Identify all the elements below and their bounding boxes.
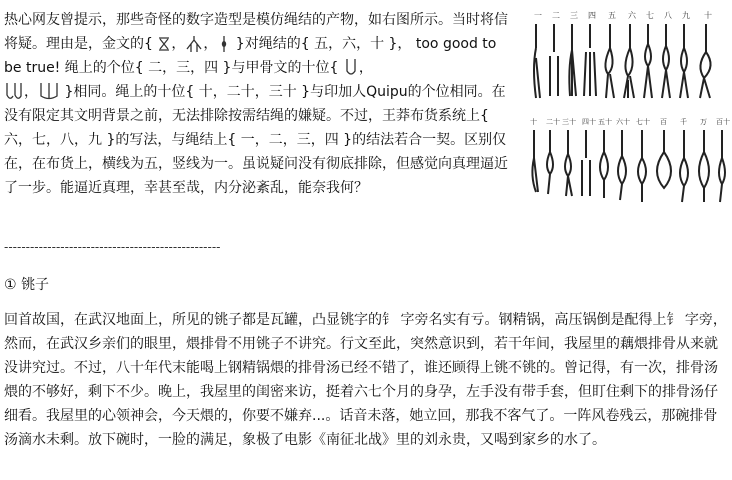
figure-row2-label: 四十 <box>582 118 596 126</box>
jinwen-six-glyph <box>185 35 203 53</box>
knot-numerals-figure <box>524 8 730 204</box>
intro-paragraph <box>4 8 518 200</box>
figure-row2-label: 千 <box>680 118 687 126</box>
figure-row1-labels <box>534 10 712 20</box>
figure-row2-label: 百十 <box>716 118 730 126</box>
oracle-twenty-glyph <box>4 82 24 102</box>
figure-row2-label: 三十 <box>562 118 576 126</box>
figure-row2-label: 六十 <box>616 118 630 126</box>
tiaozi-text: 回首故国，在武汉地面上，所见的铫子都是瓦罐，凸显铫字的钅 字旁名实有亏。钢精锅，高压锅倒是配得上钅 字旁，然而，在武汉乡亲们的眼里，煨排骨不用铫子不讲究。行文至此，突然意识到，若干年间，我屋里的藕煨排骨从来就没讲究过。不过，八十年代末能喝上钢精锅煨的排骨汤已经不错了，谁还顾得上铫不铫的。曾记得，有一次，排骨汤煨的不够好，剩下不少。晚上，我屋里的闺密来访，挺着六七个月的身孕，左手没有带手套，但盯住剩下的排骨汤仔细看。我屋里的心领神会，今天煨的，你要不嫌弃...。话音未落，她立回，那我不客气了。一阵风卷残云，那碗排骨汤滴水未剩。放下碗时，一脸的满足，象极了电影《南征北战》里的刘永贵，又喝到家乡的水了。 <box>4 312 727 448</box>
figure-row1-label: 四 <box>588 11 596 20</box>
figure-row1-knots <box>534 24 711 98</box>
sep-2: ， <box>203 36 218 52</box>
figure-row2-label: 百 <box>660 118 667 126</box>
figure-row1-label: 十 <box>704 11 712 20</box>
figure-row1-label: 五 <box>608 11 616 20</box>
figure-row2-knots <box>532 130 725 202</box>
figure-row2-labels <box>530 117 730 126</box>
sep-4: ， <box>24 84 38 100</box>
section-heading: ① 铫子 <box>4 277 50 293</box>
figure-row2-label: 七十 <box>636 118 650 126</box>
sep-3: ， <box>358 60 373 76</box>
figure-row2-label: 万 <box>700 118 707 126</box>
jinwen-five-glyph <box>157 36 171 52</box>
figure-row1-label: 二 <box>552 11 560 20</box>
oracle-thirty-glyph <box>38 82 60 102</box>
figure-row2-label: 十 <box>530 118 537 126</box>
section-divider: -------------------------------------------------- <box>4 240 221 254</box>
oracle-ten-glyph <box>343 58 359 78</box>
figure-row1-label: 六 <box>628 11 636 20</box>
intro-text-2: }对绳结的{ 五，六，十 }， too good to be true! 绳上的个位{ 二，三，四 }与甲骨文的十位{ <box>4 36 497 76</box>
figure-row2-label: 二十 <box>546 118 560 126</box>
figure-row1-label: 九 <box>682 11 690 20</box>
figure-row1-label: 三 <box>570 11 578 20</box>
sep-1: ， <box>171 36 186 52</box>
figure-row2-label: 五十 <box>598 118 612 126</box>
figure-row1-label: 一 <box>534 11 542 20</box>
figure-row1-label: 八 <box>664 11 672 20</box>
intro-text-1: 热心网友曾提示，那些奇怪的数字造型是模仿绳结的产物，如右图所示。当时将信将疑。理由是，金文的{ <box>4 12 508 52</box>
intro-text-3: }相同。绳上的十位{ 十，二十，三十 }与印加人Quipu的个位相同。在没有限定其文明背景之前，无法排除按需结绳的嫌疑。不过，王莽布货系统上{ 六，七，八，九 }的写法，与绳结上{ 一，二，三，四 }的结法若合一契。区别仅在，在布货上，横线为五，竖线为一。虽说疑问没有彻底排除，但感觉向真理逼近了一步。能逼近真理，幸甚至哉，内分泌紊乱，能奈我何？ <box>4 84 508 196</box>
jinwen-ten-glyph <box>217 35 231 53</box>
tiaozi-paragraph <box>4 308 730 452</box>
figure-row1-label: 七 <box>646 11 654 20</box>
